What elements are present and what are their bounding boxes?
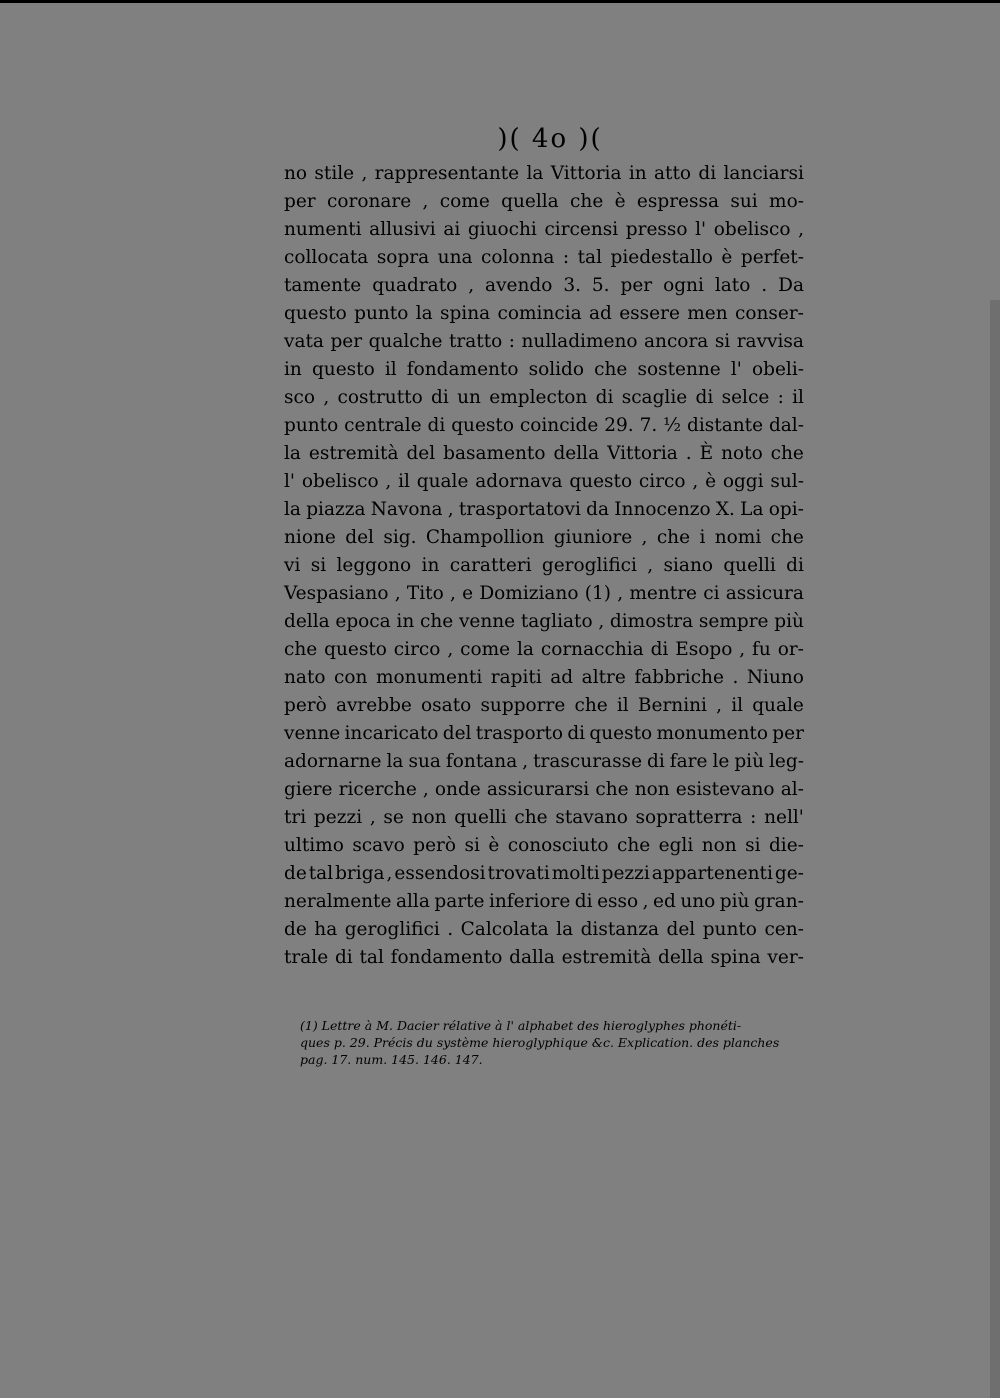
body-line: in questo il fondamento solido che sostenne l' obeli- [284, 359, 804, 380]
body-line: che questo circo , come la cornacchia di Esopo , fu or- [284, 639, 804, 660]
footnote-line: (1) Lettre à M. Dacier rélative à l' alphabet des hieroglyphes phonéti- [300, 1018, 742, 1033]
footnote-line: pag. 17. num. 145. 146. 147. [300, 1052, 483, 1067]
body-line: venne incaricato del trasporto di questo monumento per [284, 723, 804, 744]
body-line: no stile , rappresentante la Vittoria in atto di lanciarsi [284, 163, 804, 184]
body-line: della epoca in che venne tagliato , dimostra sempre più [284, 611, 804, 632]
body-line: però avrebbe osato supporre che il Bernini , il quale [284, 695, 804, 716]
body-line: punto centrale di questo coincide 29. 7. ½ distante dal- [284, 415, 804, 436]
body-line: collocata sopra una colonna : tal piedestallo è perfet- [284, 247, 804, 268]
body-line: adornarne la sua fontana , trascurasse di fare le più leg- [284, 751, 804, 772]
page-top-edge [0, 0, 1000, 3]
body-line: Vespasiano , Tito , e Domiziano (1) , mentre ci assicura [284, 583, 804, 604]
body-line: de tal briga , essendosi trovati molti pezzi appartenenti ge- [284, 863, 804, 884]
page-number: )( 4o )( [497, 124, 603, 154]
body-line: giere ricerche , onde assicurarsi che non esistevano al- [284, 779, 804, 800]
page-right-edge [990, 300, 1000, 1398]
body-line: de ha geroglifici . Calcolata la distanza del punto cen- [284, 919, 804, 940]
body-line: vi si leggono in caratteri geroglifici , siano quelli di [284, 555, 804, 576]
body-line: vata per qualche tratto : nulladimeno ancora si ravvisa [284, 331, 804, 352]
body-line: ultimo scavo però si è conosciuto che egli non si die- [284, 835, 804, 856]
body-line: sco , costrutto di un emplecton di scaglie di selce : il [284, 387, 804, 408]
body-line: tri pezzi , se non quelli che stavano sopratterra : nell' [284, 807, 804, 828]
body-text [284, 160, 804, 972]
body-line: questo punto la spina comincia ad essere men conser- [284, 303, 804, 324]
footnote [300, 1017, 810, 1068]
body-line: nato con monumenti rapiti ad altre fabbriche . Niuno [284, 667, 804, 688]
body-line: per coronare , come quella che è espressa sui mo- [284, 191, 804, 212]
body-line: neralmente alla parte inferiore di esso , ed uno più gran- [284, 891, 804, 912]
body-line: l' obelisco , il quale adornava questo circo , è oggi sul- [284, 471, 804, 492]
body-line: trale di tal fondamento dalla estremità della spina ver- [284, 947, 804, 968]
body-line: la estremità del basamento della Vittoria . È noto che [284, 443, 804, 464]
body-line: tamente quadrato , avendo 3. 5. per ogni lato . Da [284, 275, 804, 296]
footnote-line: ques p. 29. Précis du système hieroglyphique &c. Explication. des planches [300, 1035, 780, 1050]
body-line: nione del sig. Champollion giuniore , che i nomi che [284, 527, 804, 548]
body-line: la piazza Navona , trasportatovi da Innocenzo X. La opi- [284, 499, 804, 520]
body-line: numenti allusivi ai giuochi circensi presso l' obelisco , [284, 219, 804, 240]
